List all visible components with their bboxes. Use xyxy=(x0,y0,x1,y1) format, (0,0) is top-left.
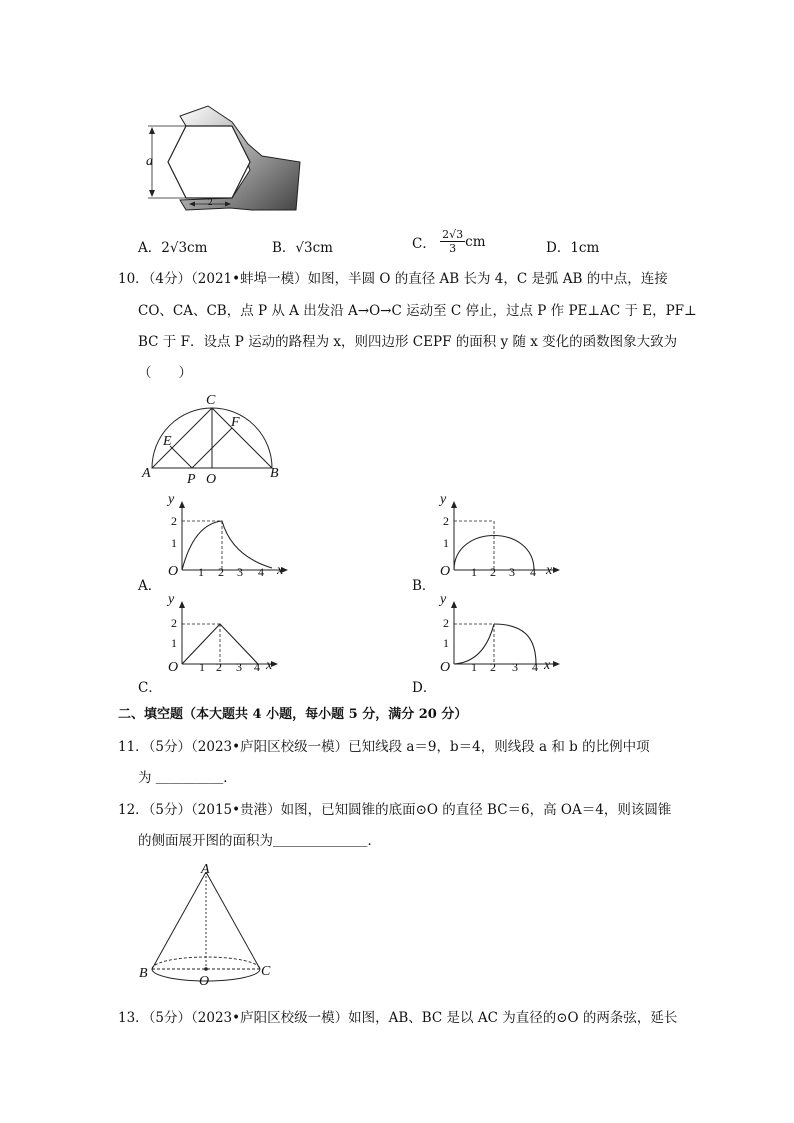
q10-line4: （ ） xyxy=(138,365,192,381)
tick-x-2: 2 xyxy=(490,565,496,579)
tick-y-1: 1 xyxy=(443,636,449,650)
graph-c[interactable] xyxy=(150,592,290,686)
tick-x-3: 3 xyxy=(236,660,242,674)
origin-label: O xyxy=(440,660,451,675)
tick-x-2: 2 xyxy=(218,565,224,579)
graph-d-letter[interactable]: D． xyxy=(412,680,437,696)
q12-line2: 的侧面展开图的面积为＿＿＿＿＿＿＿． xyxy=(138,833,381,849)
tick-y-1: 1 xyxy=(443,536,449,550)
tick-x-1: 1 xyxy=(198,565,204,579)
fraction-numerator: 2√3 xyxy=(442,228,464,241)
fig10-label-e: E xyxy=(163,434,172,449)
q9-option-a[interactable]: A．2√3cm xyxy=(138,240,208,256)
graph-a-letter[interactable]: A． xyxy=(138,578,162,594)
axis-x-label: x xyxy=(266,658,273,673)
fig10-label-c: C xyxy=(206,393,216,408)
origin-label: O xyxy=(168,660,179,675)
tick-x-4: 4 xyxy=(254,660,260,674)
origin-label: O xyxy=(168,564,179,579)
tick-y-2: 2 xyxy=(171,514,177,528)
tick-y-2: 2 xyxy=(443,616,449,630)
q10-line3: BC 于 F．设点 P 运动的路程为 x，则四边形 CEPF 的面积 y 随 x 变化的函数图象大致为 xyxy=(138,334,678,350)
q9-option-d[interactable]: D．1cm xyxy=(546,240,600,256)
axis-x-label: x xyxy=(544,658,551,673)
q10-line2: CO、CA、CB，点 P 从 A 出发沿 A→O→C 运动至 C 停止，过点 P 作 PE⊥AC 于 E，PF⊥ xyxy=(138,303,697,319)
cone-label-a: A xyxy=(201,862,210,877)
cone-label-o: O xyxy=(199,974,210,989)
tick-y-2: 2 xyxy=(171,616,177,630)
cone-label-c: C xyxy=(261,964,271,979)
q9-option-b[interactable]: B．√3cm xyxy=(272,240,333,256)
tick-x-2: 2 xyxy=(216,660,222,674)
tick-x-1: 1 xyxy=(199,660,205,674)
graph-d[interactable] xyxy=(426,592,566,686)
tick-x-4: 4 xyxy=(532,660,538,674)
fraction-denominator: 3 xyxy=(449,242,457,255)
q13-line1: 13．（5分）（2023•庐阳区校级一模）如图，AB、BC 是以 AC 为直径的⊙O 的两条弦，延长 xyxy=(118,1010,678,1026)
wrench-hexagon-figure xyxy=(130,100,330,215)
axis-x-label: x xyxy=(277,563,284,578)
q9-option-c[interactable]: C． $\frac{2√3}{3}$ cm xyxy=(412,228,486,255)
origin-label: O xyxy=(440,564,451,579)
q11-line1: 11．（5分）（2023•庐阳区校级一模）已知线段 a＝9，b＝4，则线段 a 和 b 的比例中项 xyxy=(118,739,650,755)
cone-label-b: B xyxy=(139,966,148,981)
cone-figure xyxy=(140,862,280,992)
fig10-label-f: F xyxy=(231,415,240,430)
tick-x-3: 3 xyxy=(509,565,515,579)
tick-x-3: 3 xyxy=(237,565,243,579)
tick-x-4: 4 xyxy=(530,565,536,579)
tick-x-4: 4 xyxy=(258,565,264,579)
fig10-label-p: P xyxy=(187,472,196,487)
tick-x-1: 1 xyxy=(471,660,477,674)
fig10-label-o: O xyxy=(206,472,217,487)
graph-b-letter[interactable]: B． xyxy=(412,578,436,594)
fig10-label-b: B xyxy=(270,466,279,481)
fig10-label-a: A xyxy=(142,466,151,481)
q10-line1: 10．（4分）（2021•蚌埠一模）如图，半圆 O 的直径 AB 长为 4，C 是弧 AB 的中点，连接 xyxy=(118,271,668,287)
axis-x-label: x xyxy=(546,563,553,578)
tick-y-1: 1 xyxy=(171,536,177,550)
axis-y-label: y xyxy=(440,492,447,507)
tick-y-1: 1 xyxy=(171,636,177,650)
graph-a[interactable] xyxy=(150,494,290,584)
label-2: 2 xyxy=(208,197,213,207)
graph-b[interactable] xyxy=(426,494,566,584)
tick-x-3: 3 xyxy=(512,660,518,674)
graph-c-letter[interactable]: C． xyxy=(138,680,162,696)
axis-y-label: y xyxy=(440,592,447,607)
q12-line1: 12．（5分）（2015•贵港）如图，已知圆锥的底面⊙O 的直径 BC＝6，高 OA＝4，则该圆锥 xyxy=(118,802,672,818)
tick-x-2: 2 xyxy=(490,660,496,674)
label-a: a xyxy=(146,154,153,169)
axis-y-label: y xyxy=(168,492,175,507)
q11-line2: 为 ＿＿＿＿＿． xyxy=(138,770,237,786)
axis-y-label: y xyxy=(168,592,175,607)
tick-y-2: 2 xyxy=(443,514,449,528)
tick-x-1: 1 xyxy=(471,565,477,579)
section-heading: 二、填空题（本大题共 4 小题，每小题 5 分，满分 20 分） xyxy=(118,707,468,722)
